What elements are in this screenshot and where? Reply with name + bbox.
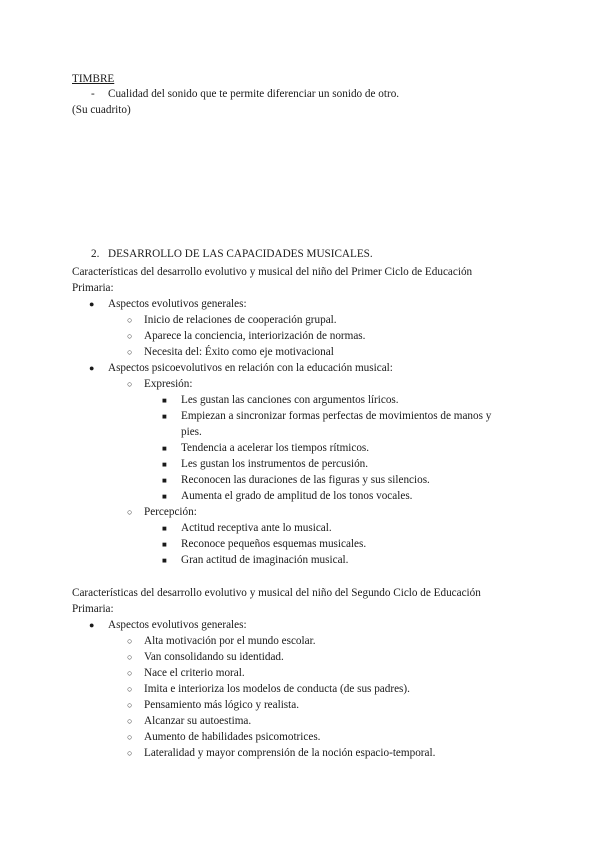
segundo-generales-label: Aspectos evolutivos generales: [108, 619, 247, 631]
circle-bullet: ○ [127, 684, 133, 694]
segundo-intro-line2: Primaria: [72, 603, 114, 615]
circle-bullet: ○ [127, 315, 133, 325]
expresion-label: Expresión: [144, 378, 193, 390]
segundo-intro-line1: Características del desarrollo evolutivo y musical del niño del Segundo Ciclo de Educación [72, 587, 481, 599]
timbre-note: (Su cuadrito) [72, 104, 131, 116]
section-heading: DESARROLLO DE LAS CAPACIDADES MUSICALES. [108, 248, 373, 260]
square-bullet: ■ [162, 556, 167, 565]
list-item: Actitud receptiva ante lo musical. [181, 522, 332, 534]
disc-bullet: ● [89, 363, 95, 373]
circle-bullet: ○ [127, 748, 133, 758]
circle-bullet: ○ [127, 379, 133, 389]
section-number: 2. [91, 248, 100, 260]
percepcion-label: Percepción: [144, 506, 197, 518]
square-bullet: ■ [162, 460, 167, 469]
list-item: Alcanzar su autoestima. [144, 715, 252, 727]
list-item: Aumento de habilidades psicomotrices. [144, 731, 321, 743]
primer-intro-line2: Primaria: [72, 282, 114, 294]
list-item: Reconocen las duraciones de las figuras y sus silencios. [181, 474, 430, 486]
list-item: Tendencia a acelerar los tiempos rítmicos. [181, 442, 370, 454]
list-item: Nace el criterio moral. [144, 667, 245, 679]
circle-bullet: ○ [127, 700, 133, 710]
square-bullet: ■ [162, 396, 167, 405]
square-bullet: ■ [162, 444, 167, 453]
list-item: Pensamiento más lógico y realista. [144, 699, 300, 711]
primer-generales-label: Aspectos evolutivos generales: [108, 298, 247, 310]
list-item: Gran actitud de imaginación musical. [181, 554, 349, 566]
list-item: Inicio de relaciones de cooperación grupal. [144, 314, 337, 326]
list-item: Empiezan a sincronizar formas perfectas de movimientos de manos y [181, 410, 492, 422]
list-item: Aumenta el grado de amplitud de los tonos vocales. [181, 490, 413, 502]
circle-bullet: ○ [127, 331, 133, 341]
circle-bullet: ○ [127, 732, 133, 742]
list-item: Reconoce pequeños esquemas musicales. [181, 538, 367, 550]
circle-bullet: ○ [127, 668, 133, 678]
primer-intro-line1: Características del desarrollo evolutivo y musical del niño del Primer Ciclo de Educación [72, 266, 473, 278]
primer-psico-label: Aspectos psicoevolutivos en relación con la educación musical: [108, 362, 393, 374]
circle-bullet: ○ [127, 347, 133, 357]
circle-bullet: ○ [127, 652, 133, 662]
disc-bullet: ● [89, 299, 95, 309]
disc-bullet: ● [89, 620, 95, 630]
square-bullet: ■ [162, 524, 167, 533]
circle-bullet: ○ [127, 716, 133, 726]
square-bullet: ■ [162, 540, 167, 549]
square-bullet: ■ [162, 492, 167, 501]
list-item: Aparece la conciencia, interiorización de normas. [144, 330, 366, 342]
list-item: Necesita del: Éxito como eje motivacional [144, 346, 334, 358]
circle-bullet: ○ [127, 507, 133, 517]
list-item: Les gustan las canciones con argumentos líricos. [181, 394, 399, 406]
list-item: Van consolidando su identidad. [144, 651, 284, 663]
list-item: Lateralidad y mayor comprensión de la noción espacio-temporal. [144, 747, 436, 759]
dash-bullet: - [91, 88, 95, 100]
square-bullet: ■ [162, 412, 167, 421]
list-item: Imita e interioriza los modelos de conducta (de sus padres). [144, 683, 410, 695]
square-bullet: ■ [162, 476, 167, 485]
circle-bullet: ○ [127, 636, 133, 646]
list-item: Alta motivación por el mundo escolar. [144, 635, 316, 647]
timbre-definition: Cualidad del sonido que te permite diferenciar un sonido de otro. [108, 88, 400, 100]
list-item: Les gustan los instrumentos de percusión. [181, 458, 369, 470]
timbre-title: TIMBRE [72, 73, 115, 85]
list-item-continuation: pies. [181, 426, 202, 438]
